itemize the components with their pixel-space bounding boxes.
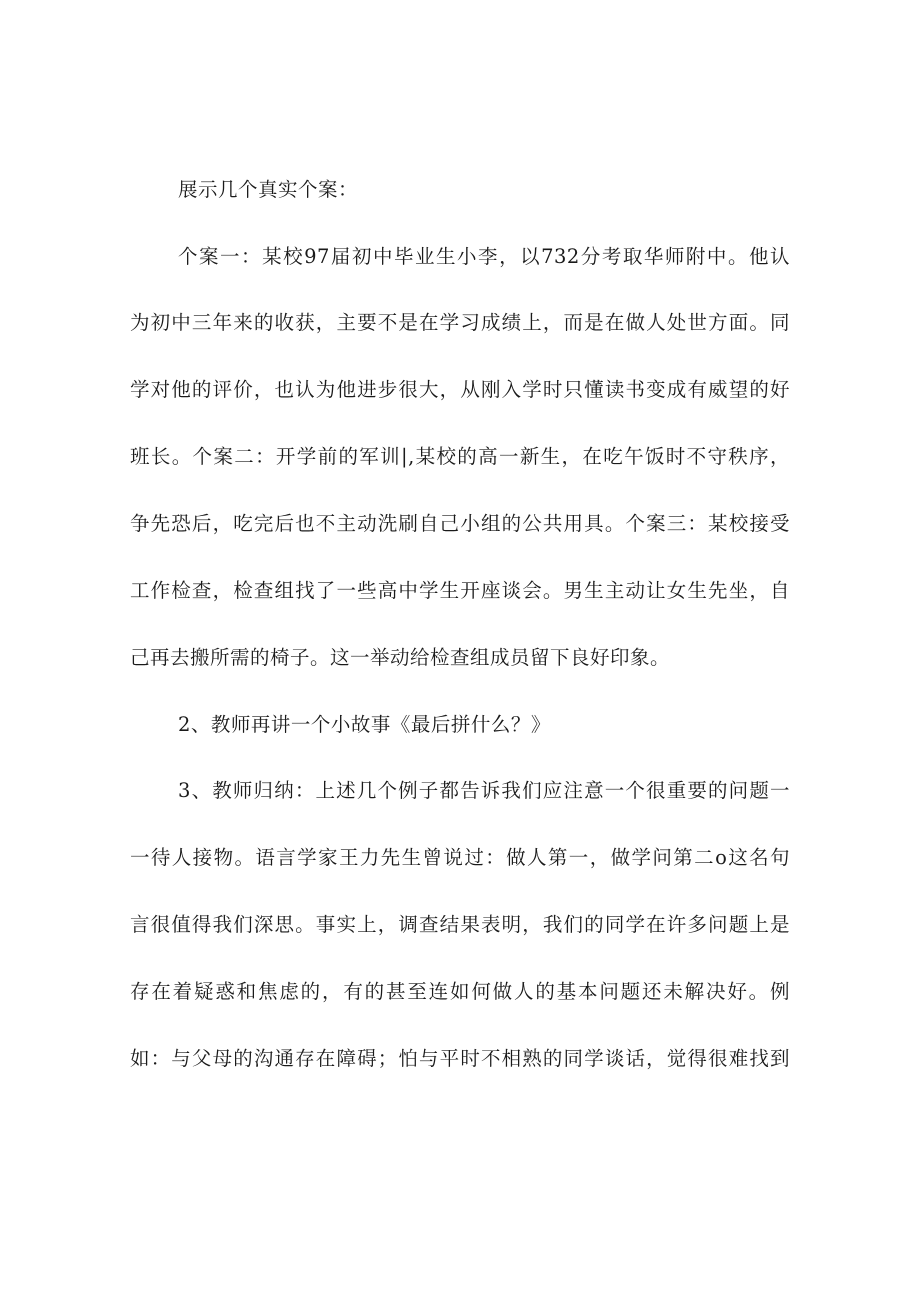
text-line-summary: 3、教师归纳：上述几个例子都告诉我们应注意一个很重要的问题一 bbox=[178, 779, 790, 802]
text-line: 个案一：某校97届初中毕业生小李，以732分考取华师附中。他认 bbox=[178, 245, 790, 268]
text-line: 如：与父母的沟通存在障碍；怕与平时不相熟的同学谈话，觉得很难找到 bbox=[130, 1047, 790, 1070]
text-line: 言很值得我们深思。事实上，调查结果表明，我们的同学在许多问题上是 bbox=[130, 913, 790, 936]
text-line: 一待人接物。语言学家王力先生曾说过：做人第一，做学问第二o这名句 bbox=[130, 846, 790, 869]
text-line: 为初中三年来的收获，主要不是在学习成绩上，而是在做人处世方面。同 bbox=[130, 311, 790, 334]
text-line: 己再去搬所需的椅子。这一举动给检查组成员留下良好印象。 bbox=[130, 646, 671, 669]
text-line: 存在着疑惑和焦虑的，有的甚至连如何做人的基本问题还未解决好。例 bbox=[130, 980, 790, 1003]
text-line: 学对他的评价，也认为他进步很大，从刚入学时只懂读书变成有威望的好 bbox=[130, 378, 790, 401]
text-line: 争先恐后，吃完后也不主动洗刷自己小组的公共用具。个案三：某校接受 bbox=[130, 512, 790, 535]
text-line: 班长。个案二：开学前的军训|,某校的高一新生，在吃午饭时不守秩序， bbox=[130, 445, 790, 468]
text-line: 工作检查，检查组找了一些高中学生开座谈会。男生主动让女生先坐，自 bbox=[130, 579, 790, 602]
text-line-story: 2、教师再讲一个小故事《最后拼什么？》 bbox=[178, 713, 551, 736]
text-line-case-intro: 展示几个真实个案： bbox=[178, 178, 359, 201]
